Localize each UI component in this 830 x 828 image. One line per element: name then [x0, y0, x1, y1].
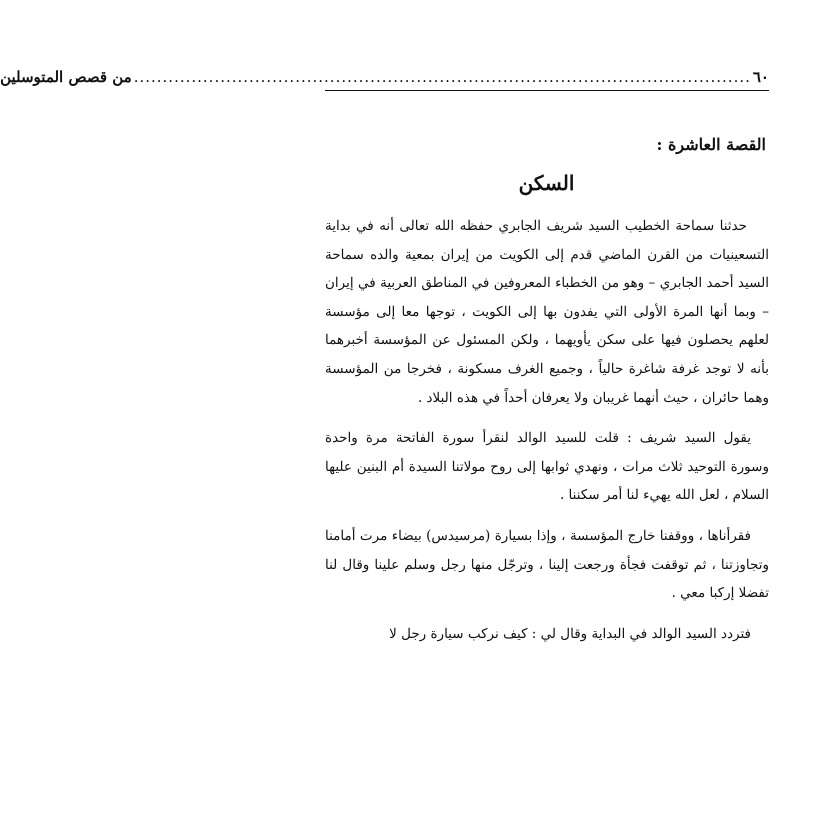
- header-rule: [325, 90, 769, 91]
- paragraph: حدثنا سماحة الخطيب السيد شريف الجابري حفظه الله تعالى أنه في بداية التسعينيات من القرن الماضي قدم إلى الكويت من إيران بمعية والده سماحة السيد أحمد الجابري – وهو من الخطباء المعروفين في المناطق العربية في إيران – وبما أنها المرة الأولى التي يفدون بها إلى الكويت ، توجها معا إلى مؤسسة لعلهم يحصلون فيها على سكن يأويهما ، ولكن المسئول عن المؤسسة أخبرهما بأنه لا توجد غرفة شاغرة حالياً ، وجميع الغرف مسكونة ، فخرجا من المؤسسة وهما حائران ، حيث أنهما غريبان ولا يعرفان أحداً في هذه البلاد .: [325, 218, 769, 406]
- running-header: [0, 62, 769, 86]
- book-title: من قصص المتوسلين: [0, 68, 132, 86]
- section-label: القصة العاشرة :: [656, 135, 766, 154]
- page-number: ٦٠: [752, 68, 769, 86]
- paragraph: يقول السيد شريف : قلت للسيد الوالد لنقرأ سورة الفاتحة مرة واحدة وسورة التوحيد ثلاث مرات ، ونهدي ثوابها إلى روح مولاتنا السيدة أم البنين عليها السلام ، لعل الله يهيء لنا أمر سكننا .: [325, 430, 769, 504]
- paragraph: فتردد السيد الوالد في البداية وقال لي : كيف نركب سيارة رجل لا: [389, 625, 751, 642]
- story-title: السكن: [518, 171, 575, 195]
- paragraph: فقرأناها ، ووقفنا خارج المؤسسة ، وإذا بسيارة (مرسيدس) بيضاء مرت أمامنا وتجاوزتنا ، ثم توقفت فجأة ورجعت إلينا ، وترجّل منها رجل وسلم علينا وقال لنا تفضلا إركبا معي .: [325, 527, 769, 602]
- story-body: [325, 212, 769, 648]
- header-leader-dots: ...........................................................................................................: [133, 68, 751, 86]
